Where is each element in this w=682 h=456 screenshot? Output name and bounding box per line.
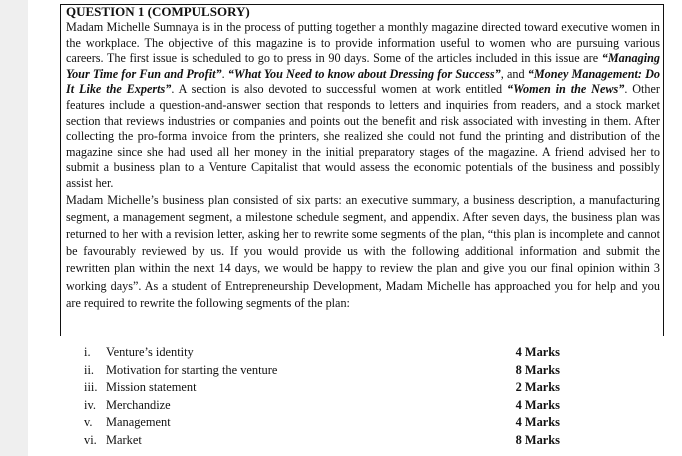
item-label: Motivation for starting the venture xyxy=(106,362,278,377)
p1-run-emphasis: “Women in the News” xyxy=(507,82,625,97)
item-number: i. xyxy=(84,345,91,359)
question-body xyxy=(66,4,660,312)
item-number: iii. xyxy=(84,380,98,395)
list-item xyxy=(84,344,560,362)
item-label: Management xyxy=(106,415,171,430)
item-label: Mission statement xyxy=(106,380,197,395)
p1-run: . A section is also devoted to successful women at work entitled xyxy=(171,82,507,97)
item-marks: 4 Marks xyxy=(515,415,560,430)
question-paragraph-2: Madam Michelle’s business plan consisted of six parts: an executive summary, a business description, a manufacturing segment, a management segment, a milestone schedule segment, and appendix. After seven days, the business plan was returned to her with a revision letter, asking her to rewrite some segments of the plan, “this plan is incomplete and cannot be favourably reviewed by us. If you would provide us with the following additional information and submit the rewritten plan within the next 14 days, we would be happy to review the plan and give you our final opinion within 3 working days”. As a student of Entrepreneurship Development, Madam Michelle has approached you for help and you are required to rewrite the following segments of the plan: xyxy=(66,192,660,310)
list-item xyxy=(84,397,560,415)
item-number: v. xyxy=(84,415,93,430)
item-label: Merchandize xyxy=(106,397,171,412)
p1-run: . xyxy=(221,66,228,81)
p1-run: , and xyxy=(500,66,528,81)
item-marks: 8 Marks xyxy=(515,432,560,447)
p1-run-emphasis: “What You Need to know about Dressing for Success” xyxy=(227,66,501,81)
item-label: Market xyxy=(106,432,142,447)
list-item xyxy=(84,432,560,450)
question-title: QUESTION 1 (COMPULSORY) xyxy=(66,4,250,19)
p1-run-emphasis: “Money Management: Do It Like the Experts” xyxy=(66,66,661,97)
list-item xyxy=(84,362,560,380)
item-marks: 4 Marks xyxy=(515,397,560,412)
list-item xyxy=(84,379,560,397)
item-number: vi. xyxy=(84,432,97,447)
item-number: ii. xyxy=(84,362,94,377)
item-marks: 8 Marks xyxy=(515,362,560,377)
p1-run-emphasis: “Managing Your Time for Fun and Profit” xyxy=(66,51,660,81)
segments-list xyxy=(84,344,560,450)
question-paragraph-1 xyxy=(66,20,660,192)
item-label: Venture’s identity xyxy=(106,345,194,359)
item-marks: 4 Marks xyxy=(515,345,560,359)
p1-run: Madam Michelle Sumnaya is in the process of putting together a monthly magazine directed toward executive women in the workplace. The objective of this magazine is to provide information useful to women who are pursuing various careers. The first issue is scheduled to go to press in 90 days. Some of the articles included in this issue are xyxy=(66,20,660,66)
list-item xyxy=(84,414,560,432)
p1-run: . Other features include a question-and-answer section that responds to letters and inquiries from readers, and a stock market section that reviews industries or companies and points out the benefit and risk associated with investing in them. After collecting the pro-forma invoice from the printers, she realized she could not fund the printing and distribution of the magazine since she had used all her money in the initial preparatory stages of the magazine. A friend advised her to submit a business plan to a Venture Capitalist that would assess the economic potentials of the business and possibly assist her. xyxy=(66,82,660,190)
item-marks: 2 Marks xyxy=(515,380,560,395)
item-number: iv. xyxy=(84,397,96,412)
